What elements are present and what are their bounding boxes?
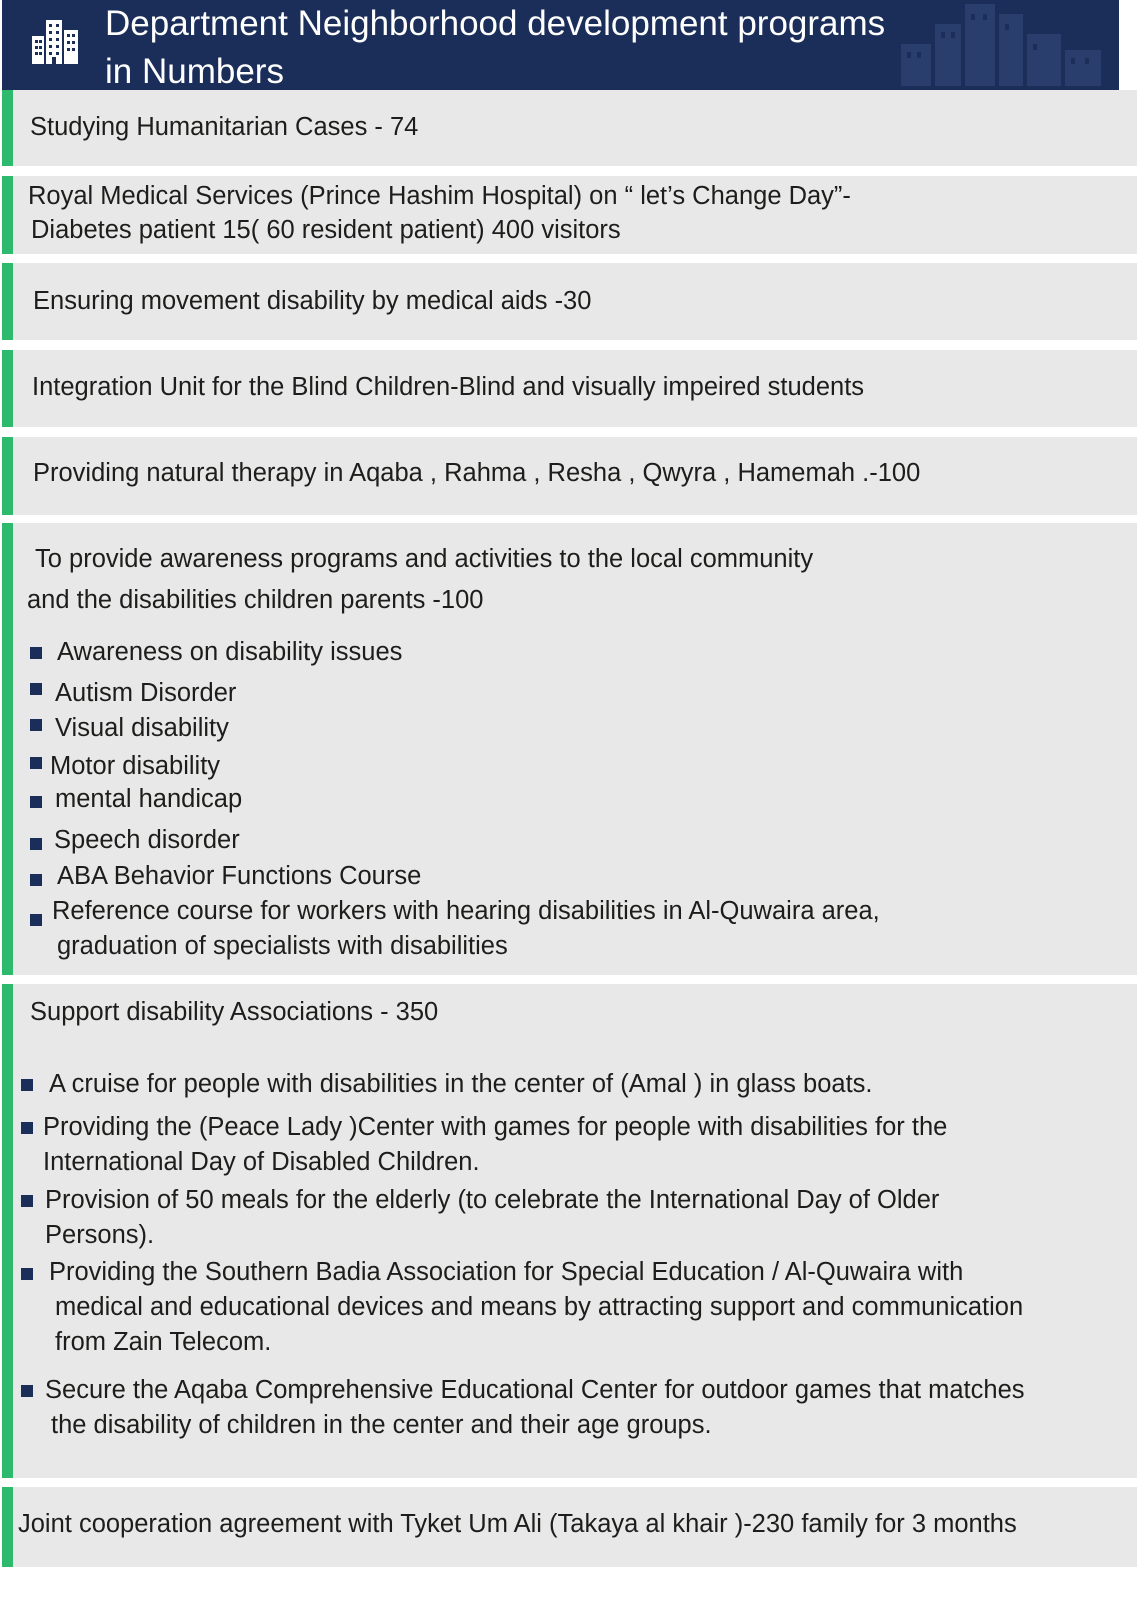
bullet-square-icon [30,683,42,695]
list-item: Awareness on disability issues [57,638,403,666]
bullet-square-icon [30,757,42,769]
list-item: Autism Disorder [55,679,237,707]
bullet-square-icon [21,1122,33,1134]
page-title-line-2: in Numbers [105,52,284,90]
bullet-square-icon [21,1385,33,1397]
list-item: Reference course for workers with hearing disabilities in Al-Quwaira area, [52,897,880,925]
list-item-continuation: Persons). [45,1221,155,1249]
bullet-square-icon [30,914,42,926]
row-royal-medical-services [2,176,1137,254]
row-text: Joint cooperation agreement with Tyket Um Ali (Takaya al khair )-230 family for 3 months [18,1510,1017,1538]
page-header [2,0,1119,90]
row-text: Studying Humanitarian Cases - 74 [30,113,419,141]
list-item: Visual disability [55,714,229,742]
section-title: Support disability Associations - 350 [30,998,439,1026]
list-item-continuation: from Zain Telecom. [55,1328,272,1356]
list-item: A cruise for people with disabilities in the center of (Amal ) in glass boats. [49,1070,873,1098]
row-integration-unit [2,350,1137,427]
bullet-square-icon [21,1268,33,1280]
page-title [105,0,1105,90]
list-item: Providing the Southern Badia Association for Special Education / Al-Quwaira with [49,1258,964,1286]
list-item: ABA Behavior Functions Course [57,862,422,890]
row-humanitarian-cases [2,90,1137,166]
row-natural-therapy [2,437,1137,515]
list-item: Providing the (Peace Lady )Center with games for people with disabilities for the [43,1113,948,1141]
list-item-continuation: graduation of specialists with disabilities [57,932,508,960]
support-associations-section [2,984,1137,1478]
row-movement-disability [2,263,1137,340]
row-text: Providing natural therapy in Aqaba , Rahma , Resha , Qwyra , Hamemah .-100 [33,459,921,487]
page-title-line-1: Department Neighborhood development programs [105,4,886,43]
bullet-square-icon [21,1079,33,1091]
awareness-programs-section [2,523,1137,975]
row-text: Integration Unit for the Blind Children-Blind and visually impeired students [32,373,865,401]
bullet-square-icon [30,796,42,808]
section-title-line-1: To provide awareness programs and activities to the local community [35,545,814,573]
list-item: Secure the Aqaba Comprehensive Educational Center for outdoor games that matches [45,1376,1025,1404]
list-item: mental handicap [55,785,243,813]
bullet-square-icon [21,1195,33,1207]
list-item-continuation: International Day of Disabled Children. [43,1148,480,1176]
bullet-square-icon [30,838,42,850]
list-item: Motor disability [50,752,221,780]
bullet-square-icon [30,647,42,659]
row-text-line-2: Diabetes patient 15( 60 resident patient) 400 visitors [31,216,621,244]
city-buildings-icon [30,16,80,66]
row-text: Ensuring movement disability by medical aids -30 [33,287,592,315]
row-joint-cooperation [2,1487,1137,1567]
list-item: Provision of 50 meals for the elderly (to celebrate the International Day of Older [45,1186,940,1214]
bullet-square-icon [30,719,42,731]
row-text-line-1: Royal Medical Services (Prince Hashim Hospital) on “ let’s Change Day”- [28,182,851,210]
bullet-square-icon [30,874,42,886]
list-item: Speech disorder [54,826,240,854]
list-item-continuation: medical and educational devices and means by attracting support and communication [55,1293,1024,1321]
section-title-line-2: and the disabilities children parents -100 [27,586,484,614]
list-item-continuation: the disability of children in the center and their age groups. [51,1411,712,1439]
